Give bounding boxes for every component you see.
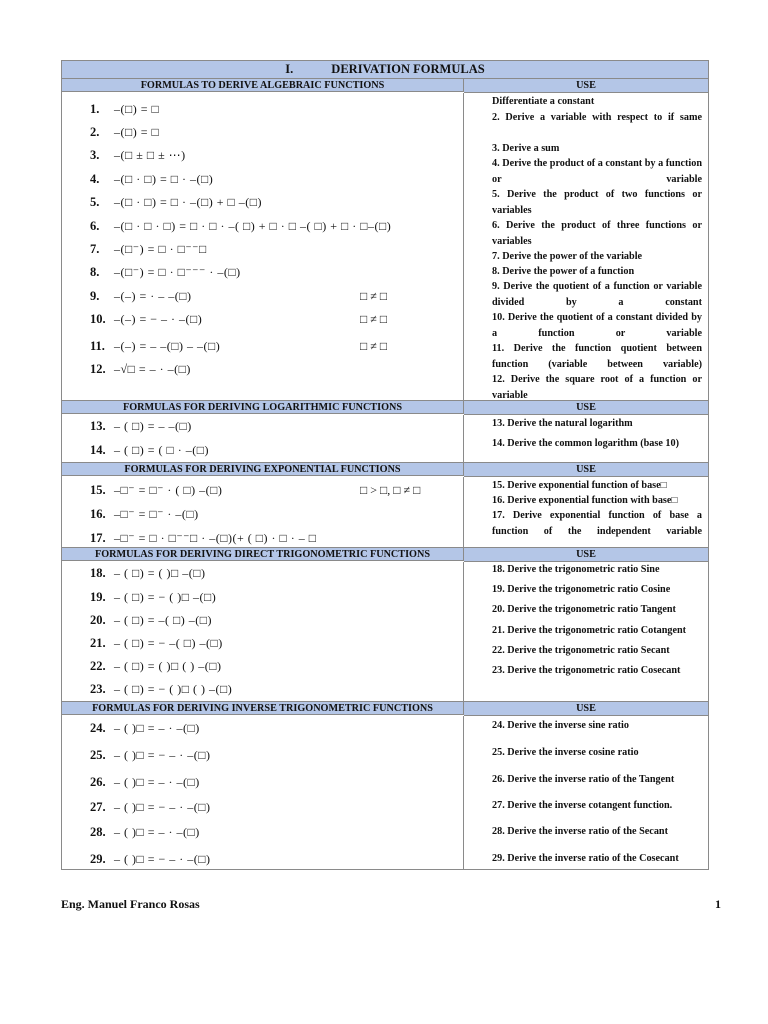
use-column [464, 477, 708, 547]
formula-row [90, 483, 421, 497]
formula-condition: □ ≠ □ [360, 289, 388, 303]
section-header-row [62, 401, 708, 415]
section-header: FORMULAS FOR DERIVING DIRECT TRIGONOMETRIC FUNCTIONS [62, 548, 464, 561]
formula-row [90, 289, 388, 303]
formula-row [90, 219, 391, 233]
use-description: 5. Derive the product of two functions or variables [492, 189, 702, 216]
formula-number: 4. [90, 172, 100, 186]
formula-row [90, 800, 211, 814]
formula-number: 5. [90, 195, 100, 209]
formula-row [90, 102, 159, 116]
formula-number: 7. [90, 242, 100, 256]
use-description: 25. Derive the inverse cosine ratio [492, 747, 639, 758]
formula-number: 29. [90, 852, 106, 866]
formula-expression: – ( )□ = − – · –(□) [114, 852, 211, 866]
formula-number: 12. [90, 362, 106, 376]
formula-expression: –(□) = □ [114, 102, 160, 116]
formula-row [90, 659, 221, 673]
formula-number: 2. [90, 125, 100, 139]
formula-number: 10. [90, 312, 106, 326]
formula-row [90, 636, 223, 650]
formula-number: 28. [90, 825, 106, 839]
footer-author: Eng. Manuel Franco Rosas [61, 897, 200, 911]
formula-expression: – ( □) = – –(□) [114, 419, 192, 433]
use-column [464, 716, 708, 869]
use-description: 11. Derive the function quotient between function (variable between variable) [492, 343, 702, 370]
formula-expression: – ( □) = ( □ · –(□) [114, 443, 209, 457]
section [62, 401, 708, 463]
table-title [62, 61, 708, 79]
section-header-row [62, 79, 708, 93]
footer-page-number: 1 [715, 897, 721, 911]
use-header: USE [464, 702, 708, 716]
use-column [464, 562, 708, 701]
formula-row [90, 148, 186, 162]
use-description: 18. Derive the trigonometric ratio Sine [492, 564, 660, 575]
formula-expression: – ( □) = ( )□ –(□) [114, 566, 206, 580]
formula-number: 15. [90, 483, 106, 497]
formula-expression: –(□ · □) = □ · –(□) [114, 172, 214, 186]
use-header: USE [464, 548, 708, 562]
formula-number: 19. [90, 590, 106, 604]
formula-number: 6. [90, 219, 100, 233]
formula-row [90, 507, 199, 521]
formula-expression: – ( )□ = – · –(□) [114, 825, 200, 839]
formula-expression: – ( □) = − –( □) –(□) [114, 636, 223, 650]
title-text: DERIVATION FORMULAS [331, 62, 485, 76]
formula-number: 11. [90, 339, 105, 353]
formula-expression: –(–) = · – –(□) [114, 289, 192, 303]
use-description: 26. Derive the inverse ratio of the Tangent [492, 774, 675, 785]
formula-number: 21. [90, 636, 106, 650]
use-description: 20. Derive the trigonometric ratio Tangent [492, 604, 676, 615]
formula-expression: –(–) = – –(□) – –(□) [114, 339, 221, 353]
formula-number: 3. [90, 148, 100, 162]
formula-table [61, 60, 709, 870]
use-description: 3. Derive a sum [492, 143, 560, 154]
section-header-row [62, 463, 708, 477]
use-description: 4. Derive the product of a constant by a function or variable [492, 158, 702, 185]
section [62, 702, 708, 869]
formula-row [90, 748, 211, 762]
use-description: 27. Derive the inverse cotangent function. [492, 800, 673, 811]
formula-row [90, 195, 262, 209]
use-column [464, 415, 708, 462]
formula-row [90, 721, 200, 735]
formula-expression: – ( □) = –( □) –(□) [114, 613, 212, 627]
formula-column [62, 93, 464, 400]
formula-row [90, 265, 241, 279]
use-description: 10. Derive the quotient of a constant divided by a function or variable [492, 312, 702, 339]
formula-number: 27. [90, 800, 106, 814]
title-number: I. [285, 62, 294, 76]
section [62, 79, 708, 401]
formula-expression: –(□ · □ · □) = □ · □ · –( □) + □ · □ –( □) + □ · □–(□) [114, 219, 392, 233]
section-header-row [62, 702, 708, 716]
formula-row [90, 590, 216, 604]
formula-expression: –(□ ± □ ± ⋯) [114, 148, 186, 162]
use-description: 16. Derive exponential function with base□ [492, 495, 678, 506]
section-header: FORMULAS FOR DERIVING EXPONENTIAL FUNCTIONS [62, 463, 464, 476]
use-description: 2. Derive a variable with respect to if same [492, 112, 702, 123]
use-description: 21. Derive the trigonometric ratio Cotangent [492, 625, 687, 636]
formula-expression: –(□ · □) = □ · –(□) + □ –(□) [114, 195, 262, 209]
use-description: 22. Derive the trigonometric ratio Secant [492, 645, 670, 656]
use-description: 15. Derive exponential function of base□ [492, 480, 667, 491]
section-header: FORMULAS TO DERIVE ALGEBRAIC FUNCTIONS [62, 79, 464, 92]
section [62, 463, 708, 548]
use-description: 8. Derive the power of a function [492, 266, 635, 277]
formula-expression: – ( )□ = − – · –(□) [114, 800, 211, 814]
formula-row [90, 566, 206, 580]
formula-row [90, 852, 211, 866]
formula-row [90, 339, 388, 353]
use-description: 17. Derive exponential function of base a function of the independent variable [492, 510, 702, 537]
formula-column [62, 415, 464, 462]
formula-number: 25. [90, 748, 106, 762]
formula-number: 18. [90, 566, 106, 580]
formula-row [90, 531, 317, 545]
section-header: FORMULAS FOR DERIVING LOGARITHMIC FUNCTIONS [62, 401, 464, 414]
formula-expression: –(–) = − – · –(□) [114, 312, 203, 326]
formula-number: 8. [90, 265, 100, 279]
formula-expression: –□⁻ = □⁻ · –(□) [114, 507, 199, 521]
formula-number: 13. [90, 419, 106, 433]
formula-expression: –(□) = □ [114, 125, 160, 139]
formula-expression: – ( □) = − ( )□ ( ) –(□) [114, 682, 233, 696]
use-header: USE [464, 79, 708, 93]
formula-condition: □ ≠ □ [360, 312, 388, 326]
use-description: 14. Derive the common logarithm (base 10) [492, 438, 680, 449]
formula-expression: – ( □) = ( )□ ( ) –(□) [114, 659, 222, 673]
formula-row [90, 775, 200, 789]
use-description: 13. Derive the natural logarithm [492, 418, 633, 429]
formula-expression: –□⁻ = □ · □⁻⁻□ · –(□)(+ ( □) · □ · – □ [114, 531, 317, 545]
use-header: USE [464, 463, 708, 477]
formula-expression: –√□ = – · –(□) [114, 362, 191, 376]
formula-expression: – ( □) = − ( )□ –(□) [114, 590, 217, 604]
formula-row [90, 312, 388, 326]
use-column [464, 93, 708, 400]
use-description: 19. Derive the trigonometric ratio Cosine [492, 584, 671, 595]
formula-number: 9. [90, 289, 100, 303]
formula-number: 24. [90, 721, 106, 735]
formula-row [90, 682, 232, 696]
formula-expression: – ( )□ = − – · –(□) [114, 748, 211, 762]
use-description: 7. Derive the power of the variable [492, 251, 643, 262]
formula-expression: –(□⁻) = □ · □⁻⁻⁻ · –(□) [114, 265, 241, 279]
use-description: 6. Derive the product of three functions or variables [492, 220, 702, 247]
formula-column [62, 477, 464, 547]
formula-expression: – ( )□ = – · –(□) [114, 721, 200, 735]
section-header: FORMULAS FOR DERIVING INVERSE TRIGONOMETRIC FUNCTIONS [62, 702, 464, 715]
formula-number: 14. [90, 443, 106, 457]
formula-expression: – ( )□ = – · –(□) [114, 775, 200, 789]
formula-condition: □ ≠ □ [360, 339, 388, 353]
formula-column [62, 716, 464, 869]
use-description: 9. Derive the quotient of a function or variable divided by a constant [492, 281, 702, 308]
formula-number: 20. [90, 613, 106, 627]
formula-condition: □ > □, □ ≠ □ [360, 483, 421, 497]
formula-number: 22. [90, 659, 106, 673]
formula-column [62, 562, 464, 701]
use-description: 12. Derive the square root of a function or variable [492, 374, 702, 401]
formula-number: 17. [90, 531, 106, 545]
use-description: 23. Derive the trigonometric ratio Cosecant [492, 665, 681, 676]
formula-expression: –(□⁻) = □ · □⁻⁻□ [114, 242, 207, 256]
formula-row [90, 172, 213, 186]
section [62, 548, 708, 702]
use-description: 28. Derive the inverse ratio of the Secant [492, 826, 668, 837]
formula-row [90, 125, 159, 139]
section-header-row [62, 548, 708, 562]
formula-row [90, 825, 200, 839]
formula-row [90, 242, 207, 256]
formula-row [90, 613, 212, 627]
use-description: 29. Derive the inverse ratio of the Cosecant [492, 853, 679, 864]
use-description: 24. Derive the inverse sine ratio [492, 720, 629, 731]
formula-number: 23. [90, 682, 106, 696]
formula-row [90, 362, 191, 376]
formula-row [90, 443, 209, 457]
formula-row [90, 419, 192, 433]
formula-number: 1. [90, 102, 100, 116]
formula-number: 26. [90, 775, 106, 789]
formula-expression: –□⁻ = □⁻ · ( □) –(□) [114, 483, 223, 497]
use-header: USE [464, 401, 708, 415]
formula-number: 16. [90, 507, 106, 521]
use-description: Differentiate a constant [492, 96, 595, 107]
